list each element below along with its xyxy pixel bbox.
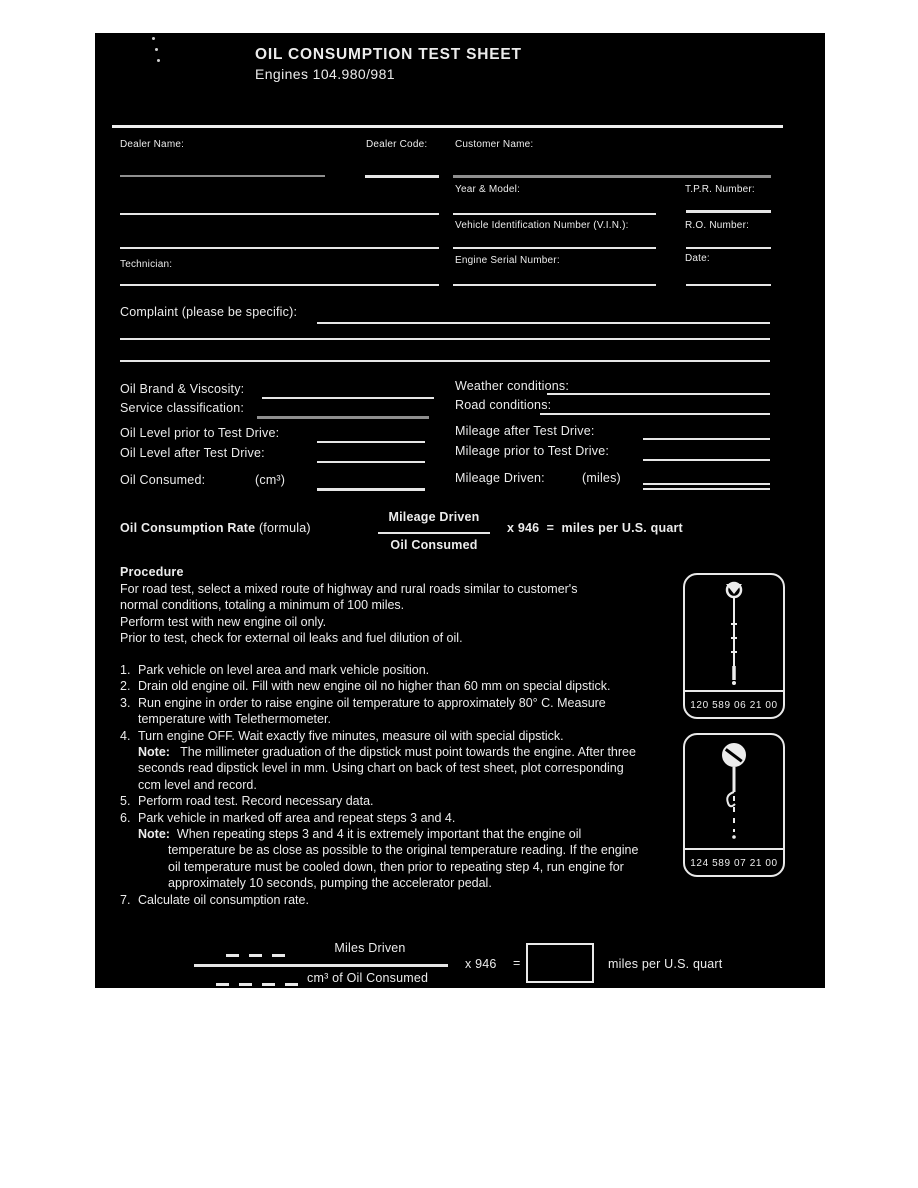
mileage-driven-blank — [643, 483, 770, 485]
telethermometer-part-number: 124 589 07 21 00 — [690, 858, 778, 869]
rate-formula-fraction-bar — [378, 532, 490, 534]
procedure-intro-line: For road test, select a mixed route of highway and rural roads similar to customer's — [120, 582, 578, 596]
road-label: Road conditions: — [455, 398, 552, 412]
oil-level-prior-blank — [317, 441, 425, 443]
engine-serial-label: Engine Serial Number: — [455, 255, 560, 266]
mileage-prior-blank — [643, 459, 770, 461]
road-blank — [540, 413, 770, 415]
step-number: 7. — [120, 892, 131, 907]
document-title: OIL CONSUMPTION TEST SHEET — [255, 46, 522, 63]
header-rule — [112, 125, 783, 128]
customer-name-blank — [453, 175, 771, 178]
note-text: When repeating steps 3 and 4 it is extremely important that the engine oil temperature be as close as possible to the original temperature reading. If the engine oil temperature must be cooled down, then prior to repeating step 4, run engine for approximately 10 seconds, pumping the accelerator pedal. — [168, 827, 639, 891]
mileage-driven-unit: (miles) — [582, 471, 621, 485]
step-number: 6. — [120, 810, 131, 825]
procedure-step-2 — [120, 678, 672, 694]
weather-blank — [547, 393, 770, 395]
dipstick-figure — [683, 573, 785, 719]
step-number: 3. — [120, 695, 131, 710]
mileage-after-label: Mileage after Test Drive: — [455, 424, 595, 438]
procedure-steps — [120, 662, 672, 908]
step-text: Park vehicle on level area and mark vehicle position. — [138, 663, 430, 677]
customer-name-label: Customer Name: — [455, 139, 534, 150]
step-text — [138, 728, 644, 794]
result-fraction-bar — [194, 964, 448, 967]
scan-speckle — [157, 59, 160, 62]
dealer-name-label: Dealer Name: — [120, 139, 185, 150]
date-blank — [686, 284, 771, 286]
mileage-after-blank — [643, 438, 770, 440]
note-label: Note: — [138, 745, 170, 760]
procedure-heading: Procedure — [120, 565, 184, 579]
dealer-blank-2 — [120, 213, 439, 215]
procedure-step-6 — [120, 810, 672, 892]
procedure-intro — [120, 581, 577, 646]
oil-brand-blank — [262, 397, 434, 399]
service-class-label: Service classification: — [120, 401, 245, 415]
tpr-number-blank — [686, 210, 771, 213]
ro-number-label: R.O. Number: — [685, 220, 750, 231]
figure-divider — [685, 848, 783, 850]
result-value-box — [526, 943, 594, 983]
dealer-code-label: Dealer Code: — [366, 139, 428, 150]
complaint-label: Complaint (please be specific): — [120, 305, 298, 319]
rate-formula-numerator: Mileage Driven — [388, 510, 480, 524]
rate-formula-label — [120, 521, 311, 535]
oil-consumed-unit: (cm³) — [255, 473, 286, 487]
scan-speckle — [152, 37, 155, 40]
tpr-number-label: T.P.R. Number: — [685, 184, 755, 195]
scan-speckle — [155, 48, 158, 51]
result-multiplier: x 946 — [465, 957, 497, 971]
engine-serial-blank — [453, 284, 656, 286]
procedure-step-3 — [120, 695, 672, 728]
rate-formula-denominator: Oil Consumed — [390, 538, 478, 552]
step-number: 5. — [120, 794, 131, 809]
rate-formula-label-bold: Oil Consumption Rate — [120, 521, 256, 535]
mileage-driven-blank-underline — [643, 488, 770, 490]
rate-formula-multiplier: x 946 — [507, 521, 540, 535]
technician-blank — [120, 284, 439, 286]
procedure-step-1 — [120, 662, 672, 678]
result-denominator-blank — [216, 983, 298, 986]
step-number: 4. — [120, 728, 131, 743]
vin-blank — [453, 247, 656, 249]
dealer-code-blank — [365, 175, 439, 178]
dipstick-icon — [685, 577, 783, 690]
rate-formula-unit: miles per U.S. quart — [561, 521, 683, 535]
note-text: The millimeter graduation of the dipstick must point towards the engine. After three seconds read dipstick level in mm. Using chart on back of test sheet, plot corresponding ccm level and record. — [138, 745, 636, 792]
rate-formula-label-paren: (formula) — [258, 521, 311, 535]
result-equals: = — [513, 956, 521, 970]
step-number: 1. — [120, 663, 131, 677]
step-text-main: Park vehicle in marked off area and repeat steps 3 and 4. — [138, 810, 456, 825]
complaint-blank-3 — [120, 360, 770, 362]
year-model-label: Year & Model: — [455, 184, 521, 195]
procedure-intro-line: normal conditions, totaling a minimum of 100 miles. — [120, 598, 405, 613]
note-label: Note: — [138, 827, 170, 842]
date-label: Date: — [685, 253, 710, 264]
step-text: Drain old engine oil. Fill with new engine oil no higher than 60 mm on special dipstick. — [138, 679, 611, 694]
document-subtitle: Engines 104.980/981 — [255, 66, 395, 82]
telethermometer-figure — [683, 733, 785, 877]
oil-level-prior-label: Oil Level prior to Test Drive: — [120, 426, 280, 440]
rate-formula-result — [507, 521, 683, 535]
mileage-prior-label: Mileage prior to Test Drive: — [455, 444, 610, 458]
result-unit: miles per U.S. quart — [608, 957, 723, 971]
oil-consumed-label: Oil Consumed: — [120, 473, 206, 487]
oil-level-after-label: Oil Level after Test Drive: — [120, 446, 265, 460]
vin-label: Vehicle Identification Number (V.I.N.): — [455, 220, 629, 231]
year-model-blank — [453, 213, 656, 215]
oil-brand-label: Oil Brand & Viscosity: — [120, 382, 245, 396]
step-note — [138, 826, 644, 892]
step-number: 2. — [120, 679, 131, 694]
procedure-step-5 — [120, 793, 672, 809]
result-numerator-blank — [226, 954, 288, 957]
complaint-blank-1 — [317, 322, 770, 324]
oil-level-after-blank — [317, 461, 425, 463]
dealer-name-blank — [120, 175, 325, 177]
ro-number-blank — [686, 247, 771, 249]
step-text — [138, 810, 644, 892]
step-text: Run engine in order to raise engine oil temperature to approximately 80° C. Measure temperature with Telethermometer. — [138, 695, 606, 727]
procedure-step-4 — [120, 728, 672, 794]
step-text-main: Turn engine OFF. Wait exactly five minutes, measure oil with special dipstick. — [138, 728, 564, 743]
step-note — [138, 744, 644, 793]
result-numerator-label: Miles Driven — [334, 941, 406, 955]
figure-divider — [685, 690, 783, 692]
service-class-blank — [257, 416, 429, 419]
weather-label: Weather conditions: — [455, 379, 570, 393]
procedure-step-7 — [120, 892, 672, 908]
complaint-blank-2 — [120, 338, 770, 340]
mileage-driven-label: Mileage Driven: — [455, 471, 545, 485]
telethermometer-icon — [685, 737, 783, 848]
technician-label: Technician: — [120, 259, 173, 270]
dealer-blank-3 — [120, 247, 439, 249]
step-text: Calculate oil consumption rate. — [138, 892, 309, 907]
procedure-intro-line: Perform test with new engine oil only. — [120, 614, 327, 629]
rate-formula-equals: = — [546, 521, 555, 535]
document-page — [95, 33, 825, 988]
dipstick-part-number: 120 589 06 21 00 — [690, 700, 778, 711]
result-denominator-label: cm³ of Oil Consumed — [307, 971, 429, 985]
oil-consumed-blank — [317, 488, 425, 491]
step-text: Perform road test. Record necessary data. — [138, 794, 374, 809]
procedure-intro-line: Prior to test, check for external oil leaks and fuel dilution of oil. — [120, 630, 463, 645]
